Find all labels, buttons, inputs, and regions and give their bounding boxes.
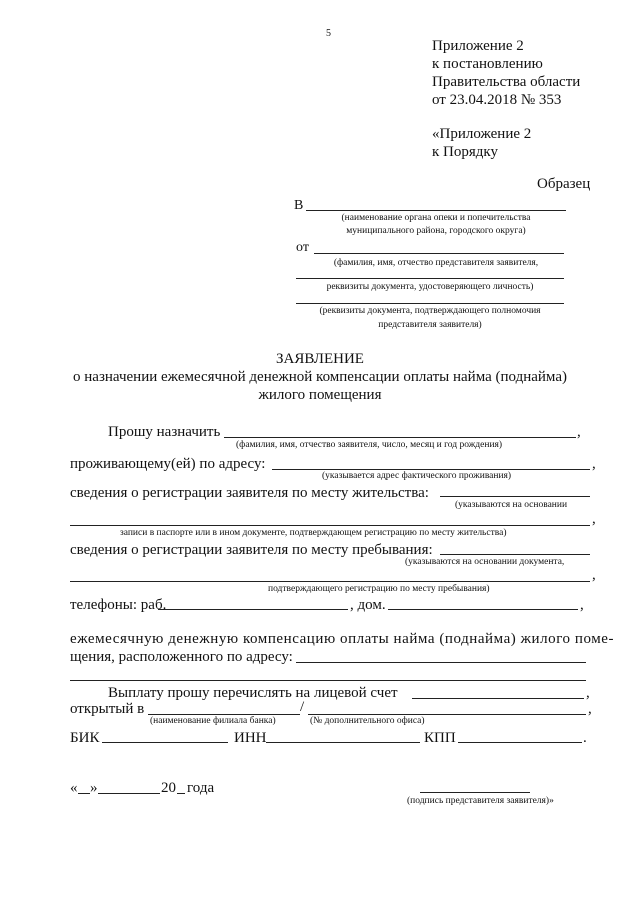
header-line-1: Приложение 2 [432,38,524,54]
reg-line-1[interactable] [440,496,590,497]
header-line-2: к постановлению [432,56,543,72]
date-open-quote: « [70,780,78,796]
from-name-line[interactable] [314,253,564,254]
bank-branch-line[interactable] [148,714,300,715]
property-address-line-2[interactable] [70,680,586,681]
request-label: Прошу назначить [108,424,221,440]
home-phone-label: , дом. [350,597,386,613]
bik-line[interactable] [102,742,228,743]
reg-hint-1: (указываются на основании [455,500,568,510]
stay-label: сведения о регистрации заявителя по месту пребывания: [70,542,433,558]
account-number-line[interactable] [412,698,584,699]
stay-hint-1: (указываются на основании документа, [405,557,565,567]
address-line[interactable] [272,469,590,470]
authority-hint-2: представителя заявителя) [378,320,482,330]
request-hint: (фамилия, имя, отчество заявителя, число, месяц и год рождения) [236,440,503,450]
sample-label: Образец [537,176,591,192]
reg-comma: , [592,511,596,527]
address-comma: , [592,456,596,472]
header2-line-1: «Приложение 2 [432,126,532,142]
payment-comma: , [586,685,590,701]
date-month-line[interactable] [98,793,160,794]
bank-separator: / [300,699,305,715]
bik-label: БИК [70,730,100,746]
header-line-4: от 23.04.2018 № 353 [432,92,562,108]
title-sub-2: жилого помещения [258,387,382,403]
page-number: 5 [326,28,331,39]
date-year-line[interactable] [177,793,185,794]
reg-hint-2: записи в паспорте или в ином документе, подтверждающем регистрацию по месту жительства) [120,528,507,538]
header2-line-2: к Порядку [432,144,498,160]
property-address-line-1[interactable] [296,662,586,663]
stay-line-1[interactable] [440,554,590,555]
request-comma: , [577,424,581,440]
to-v-label: В [294,198,304,213]
id-doc-hint: реквизиты документа, удостоверяющего личность) [326,282,534,292]
home-phone-line[interactable] [388,609,578,610]
date-year-prefix: 20 [161,780,176,796]
opened-comma: , [588,701,592,717]
title-main: ЗАЯВЛЕНИЕ [276,351,364,367]
date-year-suffix: года [187,780,215,796]
to-organ-line[interactable] [306,210,566,211]
to-organ-hint-1: (наименование органа опеки и попечительства [341,213,531,223]
kpp-line[interactable] [458,742,582,743]
reg-label: сведения о регистрации заявителя по месту жительства: [70,485,429,501]
reg-line-2[interactable] [70,525,590,526]
from-name-hint: (фамилия, имя, отчество представителя заявителя, [333,258,539,268]
compensation-text-2: щения, расположенного по адресу: [70,649,293,665]
signature-hint: (подпись представителя заявителя)» [407,796,554,806]
applicant-name-line[interactable] [224,437,576,438]
work-phone-line[interactable] [158,609,348,610]
date-day-line[interactable] [78,793,90,794]
stay-comma: , [592,567,596,583]
stay-line-2[interactable] [70,581,590,582]
inn-label: ИНН [234,730,267,746]
title-sub-1: о назначении ежемесячной денежной компенсации оплаты найма (поднайма) [73,369,567,385]
date-close-quote: » [90,780,98,796]
authority-hint-1: (реквизиты документа, подтверждающего полномочия [319,306,541,316]
address-label: проживающему(ей) по адресу: [70,456,266,472]
to-ot-label: от [296,240,309,255]
to-organ-hint-2: муниципального района, городского округа) [346,226,526,236]
payment-label: Выплату прошу перечислять на лицевой счет [108,685,398,701]
inn-line[interactable] [266,742,420,743]
phones-label: телефоны: раб. [70,597,167,613]
compensation-text-1: ежемесячную денежную компенсацию оплаты найма (поднайма) жилого поме- [70,631,615,647]
opened-label: открытый в [70,701,145,717]
address-hint: (указывается адрес фактического проживания) [322,471,512,481]
signature-line[interactable] [420,792,530,793]
office-number-line[interactable] [308,714,586,715]
authority-doc-line[interactable] [296,303,564,304]
kpp-label: КПП [424,730,456,746]
header-line-3: Правительства области [432,74,581,90]
id-doc-line[interactable] [296,278,564,279]
office-number-hint: (№ дополнительного офиса) [310,716,425,726]
kpp-dot: . [583,730,587,746]
phones-comma: , [580,597,584,613]
stay-hint-2: подтверждающего регистрацию по месту пребывания) [268,584,490,594]
bank-branch-hint: (наименование филиала банка) [150,716,276,726]
